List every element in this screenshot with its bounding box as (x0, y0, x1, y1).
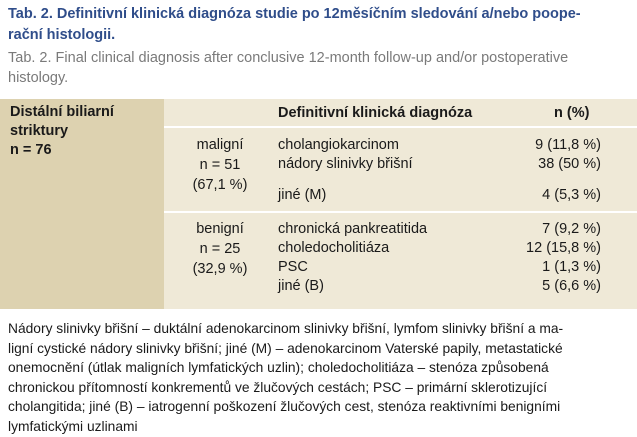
title-en-line-2: histology. (8, 70, 69, 86)
table-row-value: 7 (9,2 %) (542, 221, 601, 237)
group-percent: (67,1 %) (192, 177, 248, 193)
group-name: benigní (196, 221, 244, 237)
table-row-value: 5 (6,6 %) (542, 278, 601, 294)
table-row-diagnosis: jiné (B) (278, 278, 324, 294)
group-count: n = 51 (199, 157, 241, 173)
row-header-label (10, 103, 160, 160)
row-header-line-1: Distální biliarní (10, 104, 114, 120)
table-row-diagnosis: choledocholitiáza (278, 240, 390, 256)
table-row-diagnosis: PSC (278, 259, 308, 275)
group-label-benign (172, 219, 268, 279)
table-row-value: 38 (50 %) (538, 156, 601, 172)
footnote-line: Nádory slinivky břišní – duktální adenokarcinom slinivky břišní, lymfom slinivky břišní a ma- (8, 321, 564, 336)
table-footnote (8, 319, 630, 436)
table-row-value: 9 (11,8 %) (535, 137, 601, 153)
table-row-value: 12 (15,8 %) (526, 240, 601, 256)
footnote-line: chronickou přítomností konkrementů ve žlučových cestách; PSC – primární sklerotizující (8, 379, 548, 395)
table-row-diagnosis: cholangiokarcinom (278, 137, 399, 153)
table-row-diagnosis: nádory slinivky břišní (278, 156, 413, 172)
row-header-line-3: n = 76 (10, 142, 52, 158)
group-count: n = 25 (199, 241, 241, 257)
footnote-line: lymfatickými uzlinami (8, 418, 138, 434)
column-header-diagnosis: Definitivní klinická diagnóza (278, 105, 473, 121)
footnote-line: onemocnění (útlak maligních lymfatických uzlin); choledocholitiáza – stenóza způsobená (8, 360, 549, 375)
divider (164, 126, 637, 128)
table-row-value: 1 (1,3 %) (542, 259, 601, 275)
table-row-value: 4 (5,3 %) (542, 187, 601, 203)
row-header-cell (0, 99, 164, 309)
footnote-line: ligní cystické nádory slinivky břišní; jiné (M) – adenokarcinom Vaterské papily, metastatické (8, 340, 563, 356)
title-cz-line-2: rační histologii. (8, 27, 116, 43)
column-header-n: n (%) (554, 105, 590, 121)
table-title-czech (8, 4, 628, 46)
group-name: maligní (196, 137, 244, 153)
title-cz-line-1: Tab. 2. Definitivní klinická diagnóza studie po 12měsíčním sledování a/nebo poope- (8, 6, 581, 22)
table-row-diagnosis: chronická pankreatitida (278, 221, 428, 237)
diagnosis-table (0, 99, 637, 309)
row-header-line-2: striktury (10, 123, 69, 139)
footnote-line: cholangitida; jiné (B) – iatrogenní poškození žlučových cest, stenóza reaktivními benigními (8, 399, 561, 414)
group-label-malignant (172, 135, 268, 195)
group-percent: (32,9 %) (192, 261, 248, 277)
table-row-diagnosis: jiné (M) (278, 187, 327, 203)
table-title-english (8, 48, 628, 88)
divider (164, 211, 637, 213)
title-en-line-1: Tab. 2. Final clinical diagnosis after conclusive 12-month follow-up and/or postoperative (8, 50, 569, 66)
